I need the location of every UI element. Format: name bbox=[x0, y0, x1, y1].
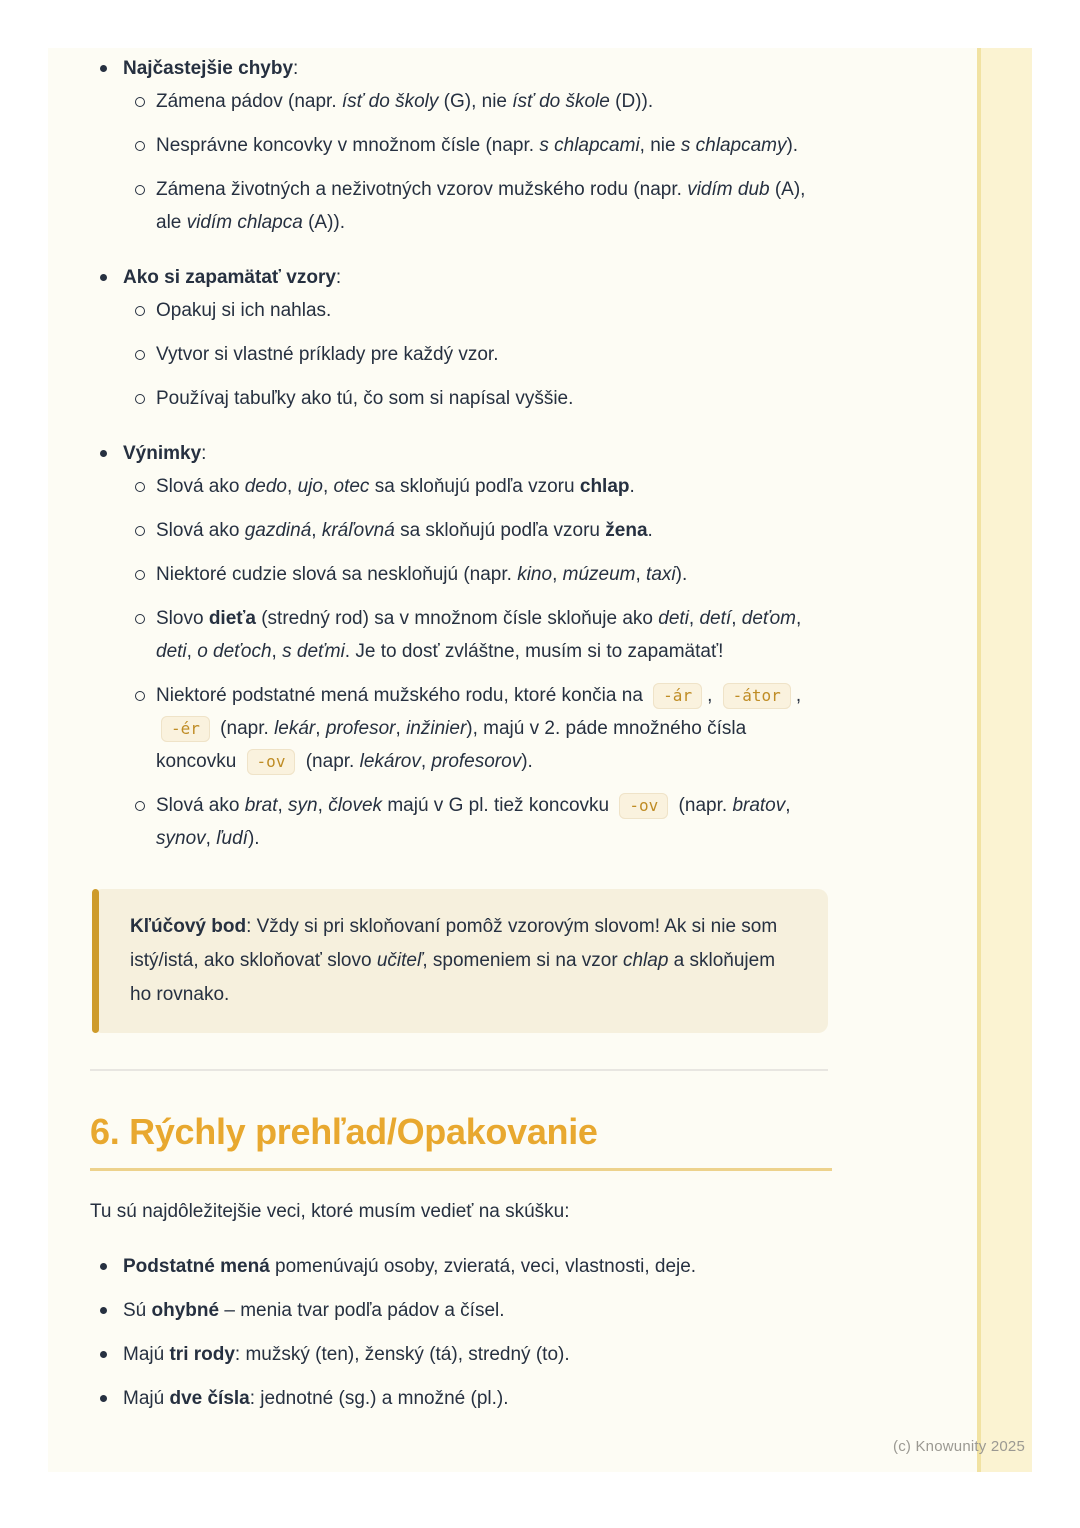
text-segment: -ov bbox=[247, 749, 296, 775]
list-item bbox=[90, 558, 832, 591]
list-section-memorize-patterns bbox=[90, 261, 832, 415]
text-segment: Slová ako bbox=[156, 795, 245, 816]
text-segment: sa skloňujú podľa vzoru bbox=[394, 520, 606, 541]
bullet-ring-icon bbox=[135, 570, 145, 580]
list-item-text bbox=[156, 294, 331, 327]
text-segment: Podstatné mená bbox=[123, 1256, 270, 1277]
text-segment: , bbox=[315, 718, 326, 739]
callout-text bbox=[130, 910, 798, 1012]
text-segment: -ér bbox=[161, 716, 210, 742]
summary-item-text bbox=[123, 1338, 570, 1371]
notes-sheet bbox=[48, 48, 977, 1472]
text-segment: tri rody bbox=[169, 1344, 235, 1365]
bullet-ring-icon bbox=[135, 306, 145, 316]
list-item bbox=[90, 789, 832, 855]
list-section-title bbox=[90, 437, 832, 470]
text-segment: , nie bbox=[639, 135, 681, 156]
text-segment: . bbox=[647, 520, 653, 541]
text-segment: (napr. bbox=[214, 718, 275, 739]
text-segment: ), majú v 2. páde množného čísla koncovku bbox=[156, 718, 747, 772]
text-segment: sa skloňujú podľa vzoru bbox=[369, 476, 580, 497]
list-item bbox=[90, 85, 832, 118]
bullet-ring-icon bbox=[135, 350, 145, 360]
bullet-disc-icon bbox=[100, 274, 107, 281]
list-item-text bbox=[156, 382, 573, 415]
text-segment: (napr. bbox=[673, 795, 733, 816]
copyright-watermark: (c) Knowunity 2025 bbox=[893, 1438, 1026, 1455]
bullet-disc-icon bbox=[100, 65, 107, 72]
text-segment: (napr. bbox=[300, 751, 360, 772]
bullet-ring-icon bbox=[135, 801, 145, 811]
text-segment: , bbox=[731, 608, 742, 629]
text-segment: Kľúčový bod bbox=[130, 916, 247, 937]
text-segment: deťom bbox=[741, 608, 797, 629]
summary-item-text bbox=[123, 1294, 505, 1327]
text-segment: Ako si zapamätať vzory bbox=[123, 267, 336, 288]
section-heading: 6. Rýchly prehľad/Opakovanie bbox=[90, 1111, 832, 1171]
text-segment: , bbox=[552, 564, 563, 585]
bullet-ring-icon bbox=[135, 185, 145, 195]
text-segment: dedo bbox=[244, 476, 288, 497]
text-segment: (D)). bbox=[609, 91, 654, 112]
bullet-ring-icon bbox=[135, 526, 145, 536]
text-segment: ). bbox=[786, 135, 799, 156]
text-segment: . bbox=[629, 476, 635, 497]
text-segment: otec bbox=[333, 476, 370, 497]
bullet-disc-icon bbox=[100, 1395, 107, 1402]
text-segment: -ár bbox=[653, 683, 702, 709]
text-segment: ). bbox=[247, 828, 260, 849]
text-segment: profesor bbox=[325, 718, 396, 739]
list-item-text bbox=[156, 514, 653, 547]
text-segment: Sú bbox=[123, 1300, 152, 1321]
bullet-ring-icon bbox=[135, 141, 145, 151]
text-segment: , bbox=[420, 751, 432, 772]
bullet-ring-icon bbox=[135, 691, 145, 701]
key-point-callout bbox=[92, 889, 828, 1033]
text-segment: Majú bbox=[123, 1388, 170, 1409]
text-segment: múzeum bbox=[562, 564, 636, 585]
text-segment: : mužský (ten), ženský (tá), stredný (to). bbox=[234, 1344, 570, 1365]
text-segment: človek bbox=[328, 795, 383, 816]
summary-item bbox=[90, 1338, 832, 1371]
text-segment: Zámena pádov (napr. bbox=[156, 91, 342, 112]
text-segment: – menia tvar podľa pádov a čísel. bbox=[219, 1300, 505, 1321]
bullet-ring-icon bbox=[135, 614, 145, 624]
text-segment: synov bbox=[156, 828, 206, 849]
list-item bbox=[90, 382, 832, 415]
list-item bbox=[90, 294, 832, 327]
text-segment: , bbox=[271, 641, 283, 662]
list-item bbox=[90, 129, 832, 162]
list-item-text bbox=[156, 789, 808, 855]
sub-list bbox=[90, 294, 832, 415]
text-segment: -átor bbox=[723, 683, 791, 709]
list-item-text bbox=[156, 129, 798, 162]
list-item-text bbox=[156, 602, 808, 668]
text-segment: (stredný rod) sa v množnom čísle skloňuje ako bbox=[255, 608, 659, 629]
text-segment: -ov bbox=[619, 793, 668, 819]
text-segment: a skloňujem ho rovnako. bbox=[130, 950, 776, 1005]
text-segment: dve čísla bbox=[169, 1388, 250, 1409]
sub-list bbox=[90, 85, 832, 239]
text-segment: deti bbox=[156, 641, 187, 662]
list-section-title bbox=[90, 261, 832, 294]
list-section-title-text bbox=[123, 52, 298, 85]
text-segment: , bbox=[785, 795, 791, 816]
text-segment: brat bbox=[244, 795, 278, 816]
list-item-text bbox=[156, 679, 808, 778]
text-segment: (A), ale bbox=[156, 179, 806, 233]
text-segment: Zámena životných a neživotných vzorov mužského rodu (napr. bbox=[156, 179, 688, 200]
text-segment: taxi bbox=[646, 564, 676, 585]
text-segment: Vytvor si vlastné príklady pre každý vzor. bbox=[156, 344, 499, 365]
text-segment: kráľovná bbox=[321, 520, 395, 541]
text-segment: , bbox=[635, 564, 647, 585]
text-segment: učiteľ bbox=[376, 950, 423, 971]
list-section-exceptions bbox=[90, 437, 832, 855]
bullet-disc-icon bbox=[100, 450, 107, 457]
text-segment: deti bbox=[658, 608, 689, 629]
text-segment: Niektoré podstatné mená mužského rodu, ktoré končia na bbox=[156, 685, 649, 706]
text-segment: (A)). bbox=[302, 212, 346, 233]
text-segment: : bbox=[201, 443, 207, 464]
text-segment: Používaj tabuľky ako tú, čo som si napísal vyššie. bbox=[156, 388, 574, 409]
text-segment: Slová ako bbox=[156, 520, 245, 541]
summary-item-text bbox=[123, 1382, 509, 1415]
text-segment: , bbox=[707, 685, 718, 706]
text-segment: , bbox=[317, 795, 329, 816]
text-segment: ohybné bbox=[151, 1300, 220, 1321]
bullet-disc-icon bbox=[100, 1263, 107, 1270]
text-segment: Výnimky bbox=[123, 443, 202, 464]
text-segment: inžinier bbox=[406, 718, 467, 739]
text-segment: Nesprávne koncovky v množnom čísle (napr. bbox=[156, 135, 540, 156]
list-item bbox=[90, 602, 832, 668]
list-item-text bbox=[156, 558, 687, 591]
text-segment: Slová ako bbox=[156, 476, 245, 497]
text-segment: syn bbox=[288, 795, 318, 816]
bullet-disc-icon bbox=[100, 1307, 107, 1314]
text-segment: Niektoré cudzie slová sa neskloňujú (napr. bbox=[156, 564, 518, 585]
text-segment: vidím chlapca bbox=[186, 212, 303, 233]
text-segment: chlap bbox=[622, 950, 669, 971]
text-segment: profesorov bbox=[431, 751, 522, 772]
text-segment: : bbox=[293, 58, 299, 79]
text-segment: , bbox=[688, 608, 700, 629]
text-segment: , bbox=[277, 795, 289, 816]
text-segment: , bbox=[311, 520, 322, 541]
text-segment: o deťoch bbox=[197, 641, 272, 662]
list-section-common-mistakes bbox=[90, 52, 832, 239]
summary-list bbox=[90, 1250, 832, 1415]
text-segment: : jednotné (sg.) a množné (pl.). bbox=[249, 1388, 509, 1409]
text-segment: s chlapcami bbox=[539, 135, 640, 156]
text-segment: ). bbox=[521, 751, 533, 772]
list-item bbox=[90, 338, 832, 371]
list-section-title-text bbox=[123, 261, 341, 294]
text-segment: Najčastejšie chyby bbox=[123, 58, 294, 79]
text-segment: s deťmi bbox=[282, 641, 345, 662]
list-item bbox=[90, 514, 832, 547]
text-segment: , bbox=[795, 685, 802, 706]
text-segment: lekárov bbox=[359, 751, 421, 772]
list-item-text bbox=[156, 470, 635, 503]
text-segment: , bbox=[287, 476, 298, 497]
intro-paragraph: Tu sú najdôležitejšie veci, ktoré musím vedieť na skúšku: bbox=[90, 1201, 570, 1222]
text-segment: : bbox=[335, 267, 342, 288]
bullet-disc-icon bbox=[100, 1351, 107, 1358]
sub-list bbox=[90, 470, 832, 855]
text-segment: lekár bbox=[274, 718, 316, 739]
text-segment: majú v G pl. tiež koncovku bbox=[382, 795, 615, 816]
list-item bbox=[90, 679, 832, 778]
summary-item bbox=[90, 1382, 832, 1415]
text-segment: gazdiná bbox=[244, 520, 312, 541]
text-segment: , spomeniem si na vzor bbox=[422, 950, 623, 971]
text-segment: , bbox=[322, 476, 334, 497]
list-section-title bbox=[90, 52, 832, 85]
list-section-title-text bbox=[123, 437, 206, 470]
list-item-text bbox=[156, 338, 498, 371]
text-segment: ísť do školy bbox=[341, 91, 439, 112]
text-segment: (G), nie bbox=[438, 91, 513, 112]
bullet-ring-icon bbox=[135, 97, 145, 107]
text-segment: Slovo bbox=[156, 608, 209, 629]
callout-accent-bar bbox=[92, 889, 99, 1033]
text-segment: kino bbox=[517, 564, 553, 585]
text-segment: , bbox=[205, 828, 217, 849]
text-segment: dieťa bbox=[208, 608, 256, 629]
text-segment: , bbox=[186, 641, 198, 662]
text-segment: . Je to dosť zvláštne, musím si to zapamätať! bbox=[344, 641, 724, 662]
text-segment: : Vždy si pri skloňovaní pomôž vzorovým slovom! Ak si nie som istý/istá, ako skloňovať slovo bbox=[130, 916, 778, 971]
bullet-ring-icon bbox=[135, 394, 145, 404]
text-segment: vidím dub bbox=[687, 179, 770, 200]
text-segment: bratov bbox=[732, 795, 786, 816]
text-segment: Opakuj si ich nahlas. bbox=[156, 300, 332, 321]
next-page-edge bbox=[977, 48, 1032, 1472]
section-divider bbox=[90, 1069, 828, 1071]
text-segment: žena bbox=[605, 520, 648, 541]
text-segment: ľudí bbox=[216, 828, 248, 849]
list-item bbox=[90, 470, 832, 503]
text-segment: detí bbox=[699, 608, 732, 629]
text-segment: chlap bbox=[579, 476, 630, 497]
text-segment: , bbox=[395, 718, 407, 739]
bullet-ring-icon bbox=[135, 482, 145, 492]
notes-content bbox=[90, 52, 832, 1415]
summary-item bbox=[90, 1250, 832, 1283]
text-segment: ). bbox=[675, 564, 688, 585]
text-segment: pomenúvajú osoby, zvieratá, veci, vlastnosti, deje. bbox=[269, 1256, 697, 1277]
text-segment: ujo bbox=[297, 476, 323, 497]
text-segment: Majú bbox=[123, 1344, 170, 1365]
list-item-text bbox=[156, 173, 808, 239]
summary-item bbox=[90, 1294, 832, 1327]
text-segment: s chlapcamy bbox=[680, 135, 787, 156]
list-item-text bbox=[156, 85, 653, 118]
list-item bbox=[90, 173, 832, 239]
text-segment: ísť do škole bbox=[512, 91, 610, 112]
summary-item-text bbox=[123, 1250, 696, 1283]
text-segment: , bbox=[796, 608, 802, 629]
